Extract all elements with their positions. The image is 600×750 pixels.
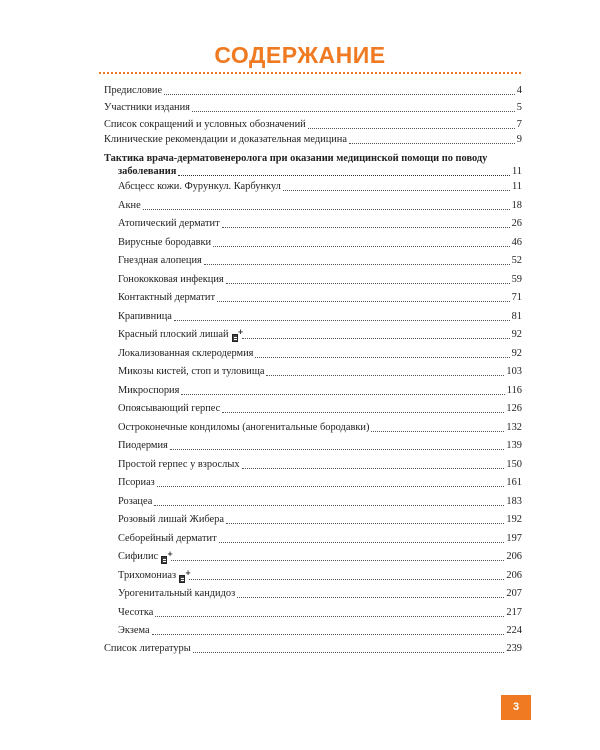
toc-entry[interactable]	[118, 347, 522, 361]
toc-entry-label: Список литературы	[104, 643, 191, 654]
page-number-badge: 3	[501, 695, 531, 720]
dot-leader	[222, 412, 504, 413]
dot-leader	[204, 264, 510, 265]
toc-page-number: 132	[506, 422, 522, 433]
toc-entry-label: Участники издания	[104, 102, 190, 113]
dot-leader	[192, 111, 515, 112]
toc-entry[interactable]	[118, 254, 522, 268]
toc-page-number: 5	[516, 102, 522, 113]
toc-entry-label: Микозы кистей, стоп и туловища	[118, 366, 265, 377]
dot-leader	[226, 523, 504, 524]
dot-leader	[213, 246, 510, 247]
toc-entry[interactable]	[118, 217, 522, 231]
toc-page-number: 52	[511, 255, 522, 266]
toc-entry-label: Крапивница	[118, 311, 172, 322]
toc-entry[interactable]	[104, 101, 522, 115]
toc-page-number: 150	[506, 459, 522, 470]
toc-page-number: 139	[506, 440, 522, 451]
dot-leader	[143, 209, 510, 210]
toc-entry[interactable]	[118, 328, 522, 342]
dot-leader	[152, 634, 505, 635]
toc-entry-label: Урогенитальный кандидоз	[118, 588, 236, 599]
toc-entry-label: Вирусные бородавки	[118, 237, 212, 248]
toc-entry[interactable]	[118, 291, 522, 305]
toc-entry[interactable]	[118, 495, 522, 509]
toc-entry[interactable]	[118, 273, 522, 287]
toc-section-entry[interactable]	[118, 165, 522, 179]
dot-leader	[308, 128, 515, 129]
dot-leader	[222, 227, 510, 228]
toc-entry-label: Гнездная алопеция	[118, 255, 202, 266]
dot-leader	[178, 175, 510, 176]
toc-page-number: 217	[506, 607, 522, 618]
toc-entry-label: Сифилис	[118, 551, 159, 562]
toc-entry[interactable]	[118, 569, 522, 583]
toc-entry-label: Опоясывающий герпес	[118, 403, 221, 414]
toc-entry[interactable]	[118, 402, 522, 416]
toc-entry[interactable]	[118, 532, 522, 546]
toc-page-number: 92	[511, 329, 522, 340]
toc-page-number: 7	[516, 119, 522, 130]
toc-page-number: 224	[506, 625, 522, 636]
toc-page-number: 81	[511, 311, 522, 322]
dot-leader	[155, 616, 504, 617]
toc-entry[interactable]	[104, 133, 522, 147]
toc-entry[interactable]	[104, 118, 522, 132]
toc-page-number: 126	[506, 403, 522, 414]
toc-entry-label: Клинические рекомендации и доказательная медицина	[104, 134, 347, 145]
toc-page-number: 206	[506, 570, 522, 581]
dot-leader	[154, 505, 504, 506]
toc-page-number: 9	[516, 134, 522, 145]
toc-entry-label: Микроспория	[118, 385, 180, 396]
toc-entry-label: Гонококковая инфекция	[118, 274, 224, 285]
toc-entry[interactable]	[118, 421, 522, 435]
toc-entry-label: Предисловие	[104, 85, 163, 96]
dot-leader	[157, 486, 505, 487]
dot-leader	[349, 143, 515, 144]
toc-entry[interactable]	[118, 384, 522, 398]
toc-entry-label: Красный плоский лишай	[118, 329, 229, 340]
dot-leader	[371, 431, 504, 432]
toc-entry-label: Псориаз	[118, 477, 155, 488]
toc-entry-label: Чесотка	[118, 607, 154, 618]
dot-leader	[237, 597, 504, 598]
toc-section-heading: Тактика врача-дерматовенеролога при оказании медицинской помощи по поводу	[104, 153, 488, 164]
toc-entry[interactable]	[104, 84, 522, 98]
dot-leader	[226, 283, 510, 284]
toc-entry-label: Акне	[118, 200, 141, 211]
toc-entry[interactable]	[118, 458, 522, 472]
document-plus-icon: +	[161, 555, 169, 564]
dot-leader	[174, 320, 510, 321]
toc-entry-label: Пиодермия	[118, 440, 168, 451]
dot-leader	[171, 560, 504, 561]
toc-page-number: 46	[511, 237, 522, 248]
toc-entry-label: Себорейный дерматит	[118, 533, 217, 544]
toc-page-number: 207	[506, 588, 522, 599]
toc-page-number: 18	[511, 200, 522, 211]
toc-page-number: 71	[511, 292, 522, 303]
toc-entry[interactable]	[118, 587, 522, 601]
page-title: СОДЕРЖАНИЕ	[214, 42, 386, 68]
document-plus-icon: +	[179, 574, 187, 583]
toc-entry[interactable]	[118, 550, 522, 564]
toc-entry[interactable]	[118, 624, 522, 638]
toc-entry[interactable]	[118, 236, 522, 250]
dot-leader	[193, 652, 505, 653]
dot-leader	[283, 190, 510, 191]
toc-entry-label: Розовый лишай Жибера	[118, 514, 224, 525]
toc-entry[interactable]	[118, 310, 522, 324]
toc-page-number: 239	[506, 643, 522, 654]
toc-entry-label: Атопический дерматит	[118, 218, 220, 229]
toc-entry[interactable]	[118, 365, 522, 379]
dot-leader	[242, 468, 505, 469]
toc-entry[interactable]	[118, 439, 522, 453]
toc-entry-label: Трихомониаз	[118, 570, 177, 581]
toc-page-number: 183	[506, 496, 522, 507]
toc-entry-label: Локализованная склеродермия	[118, 348, 254, 359]
dot-leader	[255, 357, 509, 358]
toc-entry-label: заболевания	[118, 166, 177, 177]
toc-entry[interactable]	[118, 476, 522, 490]
toc-page-number: 26	[511, 218, 522, 229]
toc-page-number: 161	[506, 477, 522, 488]
toc-page-number: 116	[506, 385, 522, 396]
toc-page-number: 192	[506, 514, 522, 525]
toc-page-number: 4	[516, 85, 522, 96]
toc-page-number: 92	[511, 348, 522, 359]
toc-page-number: 206	[506, 551, 522, 562]
toc-page-number: 11	[511, 166, 522, 177]
toc-entry-label: Розацеа	[118, 496, 153, 507]
dot-leader	[170, 449, 505, 450]
toc-entry-label: Экзема	[118, 625, 150, 636]
toc-entry[interactable]	[118, 606, 522, 620]
toc-page-number: 11	[511, 181, 522, 192]
toc-page-number: 59	[511, 274, 522, 285]
toc-entry-label: Простой герпес у взрослых	[118, 459, 240, 470]
dot-leader	[189, 579, 504, 580]
toc-entry-label: Абсцесс кожи. Фурункул. Карбункул	[118, 181, 281, 192]
dot-leader	[181, 394, 504, 395]
toc-entry[interactable]	[118, 180, 522, 194]
dot-leader	[266, 375, 504, 376]
dot-leader	[164, 94, 515, 95]
dot-leader	[219, 542, 505, 543]
toc-entry-label: Остроконечные кондиломы (аногенитальные бородавки)	[118, 422, 370, 433]
toc-entry[interactable]	[118, 199, 522, 213]
toc-entry-label: Контактный дерматит	[118, 292, 216, 303]
toc-entry[interactable]	[118, 513, 522, 527]
toc-page-number: 197	[506, 533, 522, 544]
toc-entry[interactable]	[104, 642, 522, 656]
toc-page-number: 103	[506, 366, 522, 377]
toc-entry-label: Список сокращений и условных обозначений	[104, 119, 306, 130]
title-divider	[99, 72, 521, 74]
dot-leader	[242, 338, 510, 339]
document-plus-icon: +	[232, 333, 240, 342]
dot-leader	[217, 301, 510, 302]
